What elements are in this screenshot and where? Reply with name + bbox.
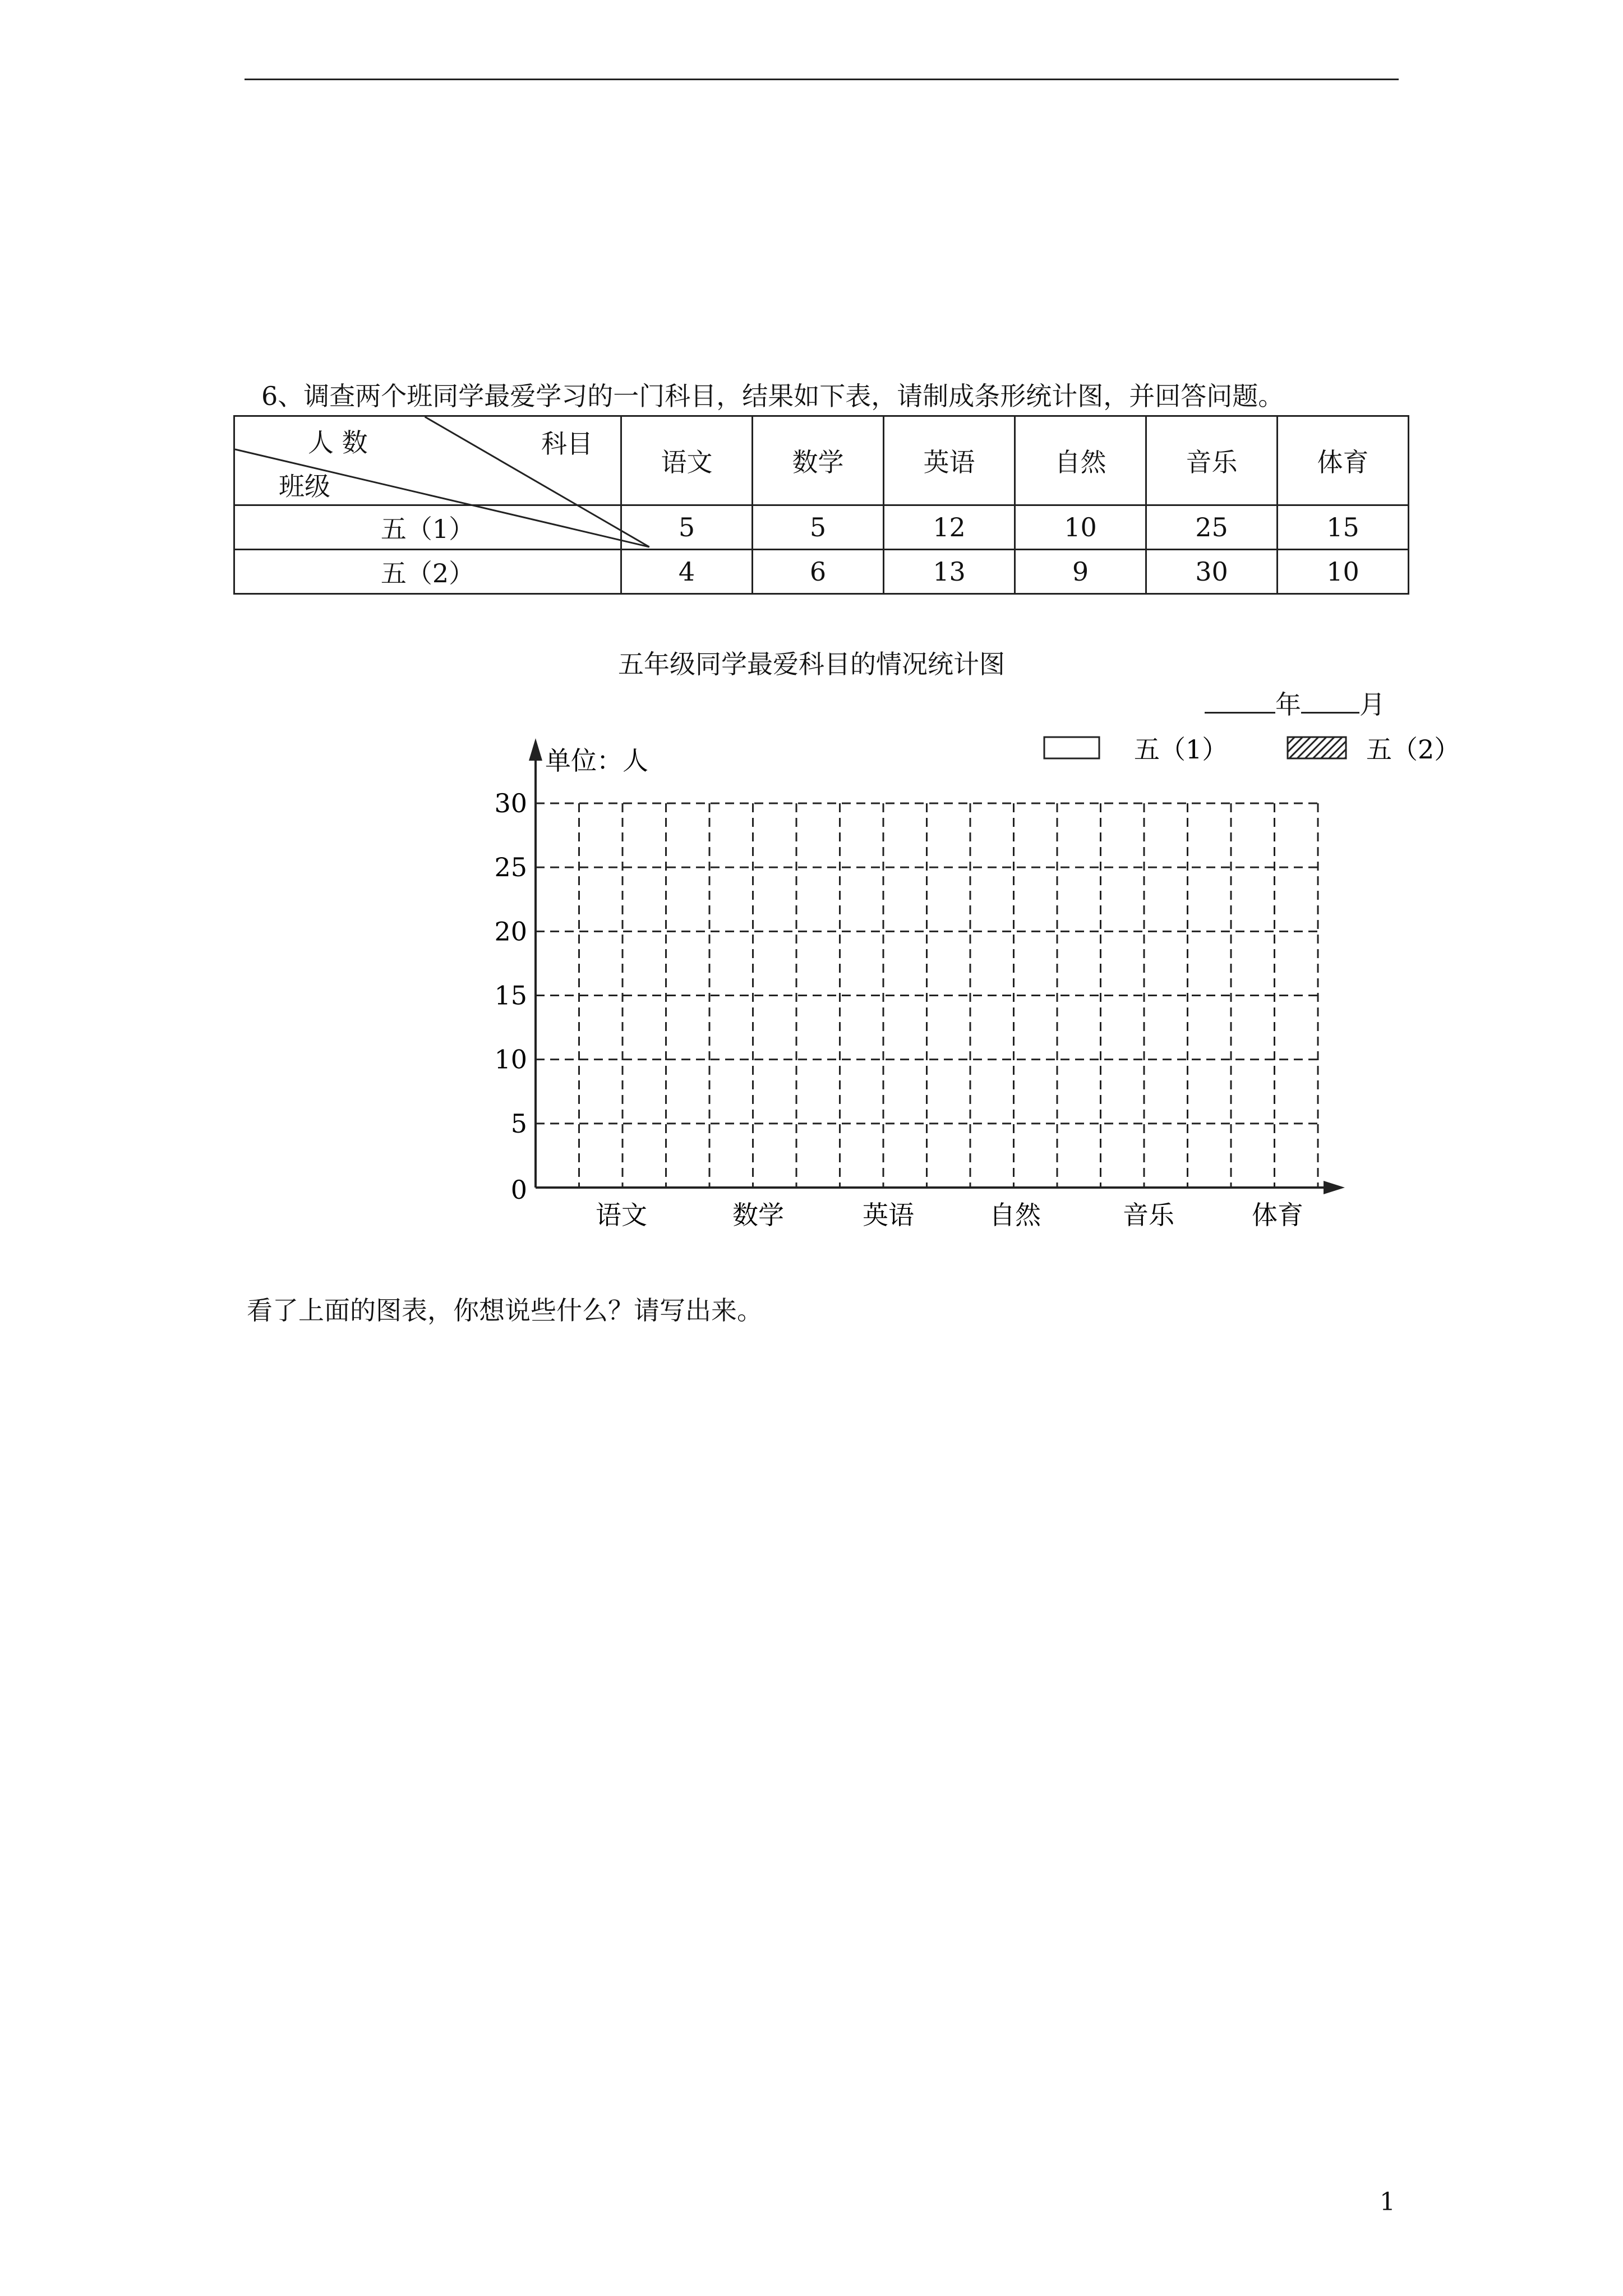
row-class-label: 五（2）	[234, 550, 621, 594]
table-cell: 9	[1015, 550, 1146, 594]
table-header-cell: 语文	[621, 416, 753, 505]
table-header-cell: 体育	[1278, 416, 1409, 505]
legend-swatch-series-1	[1044, 737, 1099, 758]
y-tick-label: 0	[510, 1175, 527, 1205]
table-cell: 10	[1015, 505, 1146, 550]
table-cell: 30	[1146, 550, 1278, 594]
table-cell: 15	[1278, 505, 1409, 550]
table-header-cell: 英语	[884, 416, 1015, 505]
x-category-label: 语文	[596, 1200, 647, 1230]
table-cell: 4	[621, 550, 753, 594]
y-tick-label: 10	[494, 1044, 527, 1075]
corner-label-subject: 科目	[541, 429, 593, 459]
y-tick-label: 20	[494, 916, 527, 947]
x-category-label: 体育	[1252, 1200, 1303, 1230]
y-tick-label: 15	[494, 980, 527, 1011]
y-tick-label: 25	[494, 852, 527, 883]
table-cell: 5	[753, 505, 884, 550]
year-label: 年	[1275, 689, 1301, 720]
table-cell: 13	[884, 550, 1015, 594]
x-category-label: 自然	[989, 1200, 1041, 1230]
table-cell: 25	[1146, 505, 1278, 550]
table-header-cell: 音乐	[1146, 416, 1278, 505]
y-tick-label: 5	[510, 1108, 527, 1139]
table-cell: 12	[884, 505, 1015, 550]
legend-label-series-2: 五（2）	[1366, 734, 1460, 765]
table-cell: 10	[1278, 550, 1409, 594]
table-cell: 5	[621, 505, 753, 550]
corner-label-count: 人 数	[308, 427, 368, 458]
y-axis-label: 单位：人	[545, 746, 648, 776]
page-number: 1	[1380, 2188, 1395, 2216]
chart-title: 五年级同学最爱科目的情况统计图	[618, 649, 1005, 679]
x-category-label: 音乐	[1123, 1200, 1174, 1230]
x-axis-arrow	[1324, 1181, 1345, 1194]
row-class-label: 五（1）	[234, 505, 621, 550]
discussion-prompt: 看了上面的图表，你想说些什么？请写出来。	[247, 1295, 763, 1326]
y-axis-arrow	[529, 738, 542, 761]
corner-label-class: 班级	[279, 471, 330, 501]
question-text: 6、调查两个班同学最爱学习的一门科目，结果如下表，请制成条形统计图，并回答问题。	[261, 381, 1284, 411]
y-tick-label: 30	[494, 788, 527, 818]
table-cell: 6	[753, 550, 884, 594]
month-label: 月	[1359, 689, 1385, 720]
table-header-cell: 自然	[1015, 416, 1146, 505]
table-header-cell: 数学	[753, 416, 884, 505]
x-category-label: 数学	[732, 1200, 784, 1230]
legend-swatch-series-2	[1288, 737, 1346, 758]
legend-label-series-1: 五（1）	[1134, 734, 1228, 765]
x-category-label: 英语	[863, 1200, 914, 1230]
